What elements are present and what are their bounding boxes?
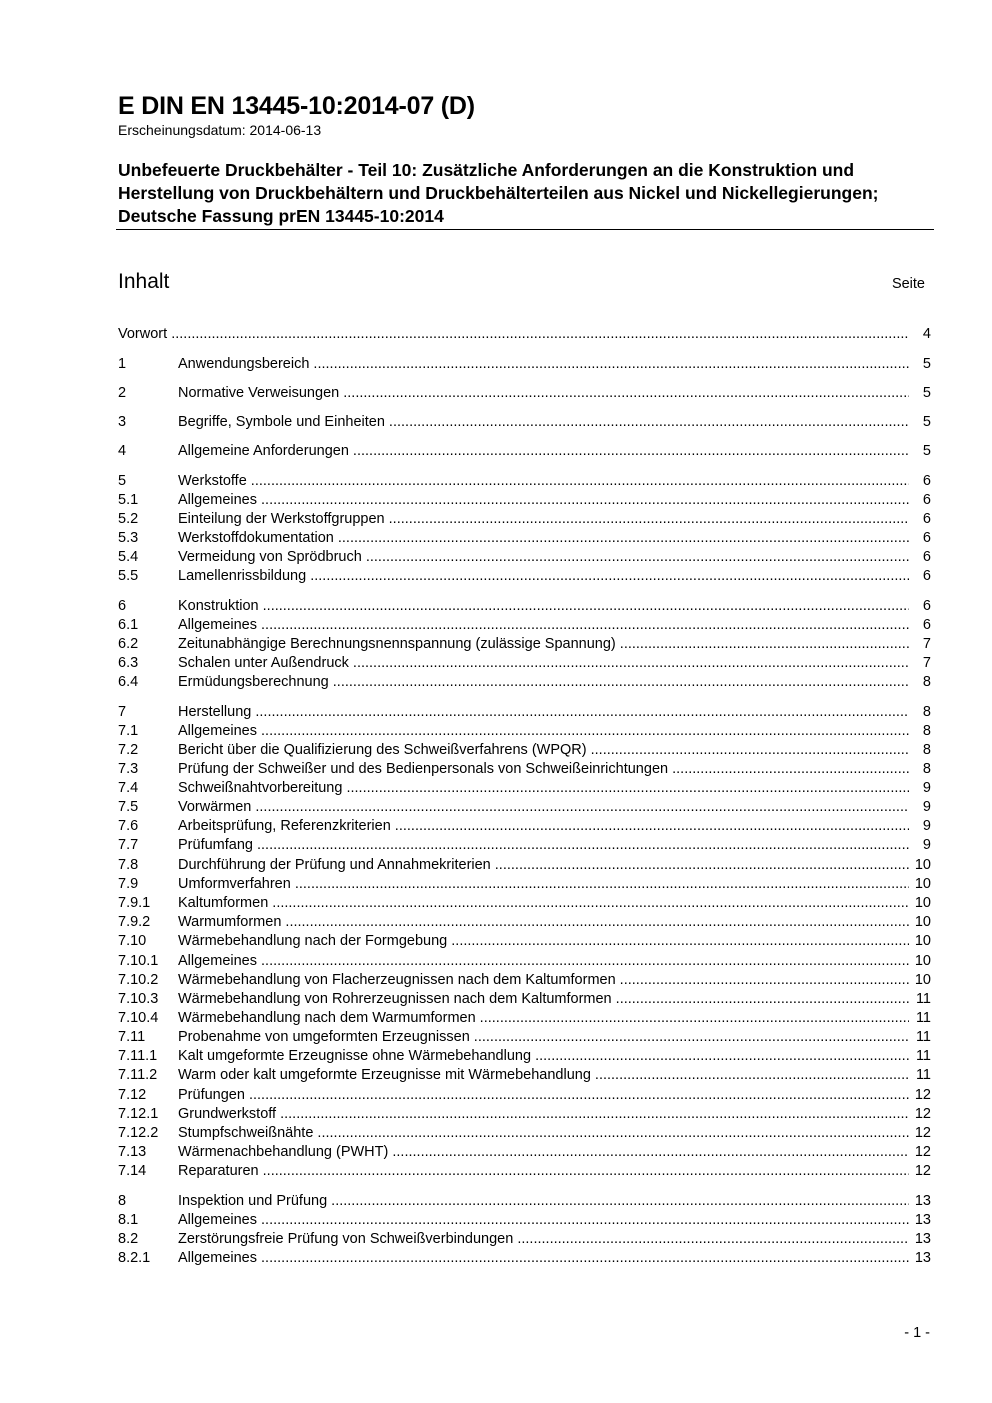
toc-entry-number: 7.12: [118, 1087, 147, 1103]
toc-entry-title: Umformverfahren .....: [178, 876, 909, 892]
toc-entry-page: 8: [911, 741, 931, 760]
toc-entry[interactable]: [118, 1211, 931, 1230]
toc-entry-page: 6: [911, 529, 931, 548]
document-id: E DIN EN 13445-10:2014-07 (D): [118, 92, 475, 120]
toc-entry[interactable]: [118, 990, 931, 1009]
toc-entry-number: 7.13: [118, 1144, 147, 1160]
toc-entry[interactable]: [118, 913, 931, 932]
toc-entry-number: 4: [118, 443, 127, 459]
toc-entry[interactable]: [118, 616, 931, 635]
toc-entry-number: 6.1: [118, 617, 139, 633]
toc-entry-page: 11: [911, 1066, 931, 1085]
toc-entry-number: 7.3: [118, 761, 139, 777]
toc-entry-page: 5: [911, 355, 931, 374]
toc-entry-number: 7.9.2: [118, 914, 151, 930]
toc-entry-number: 7.10.1: [118, 953, 159, 969]
toc-entry[interactable]: [118, 1124, 931, 1143]
toc-entry-title: Allgemeine Anforderungen .....: [178, 443, 909, 459]
toc-entry-page: 6: [911, 472, 931, 491]
toc-entry-page: 6: [911, 597, 931, 616]
toc-entry-title: Konstruktion .....: [178, 598, 909, 614]
toc-entry-title: Warmumformen .....: [178, 914, 909, 930]
toc-entry-title: Schweißnahtvorbereitung .....: [178, 780, 909, 796]
toc-entry-page: 7: [911, 654, 931, 673]
toc-entry-title: Wärmebehandlung nach dem Warmumformen .....: [178, 1010, 909, 1026]
toc-entry[interactable]: [118, 567, 931, 586]
toc-entry[interactable]: [118, 673, 931, 692]
toc-entry-number: 7.12.1: [118, 1106, 159, 1122]
toc-entry-number: 7.10.4: [118, 1010, 159, 1026]
toc-entry-number: 7.9: [118, 876, 139, 892]
toc-entry-number: 7.8: [118, 857, 139, 873]
toc-entry-page: 10: [911, 856, 931, 875]
page-number: - 1 -: [904, 1325, 930, 1341]
toc-entry-title: Arbeitsprüfung, Referenzkriterien .....: [178, 818, 909, 834]
toc-entry-page: 8: [911, 760, 931, 779]
toc-entry-number: 5.4: [118, 549, 139, 565]
toc-entry[interactable]: [118, 741, 931, 760]
toc-entry[interactable]: [118, 779, 931, 798]
toc-entry[interactable]: [118, 472, 931, 491]
toc-entry-number: 5.1: [118, 492, 139, 508]
toc-entry-number: 5: [118, 473, 127, 489]
toc-entry-page: 6: [911, 567, 931, 586]
toc-entry-number: 7.6: [118, 818, 139, 834]
toc-entry-title: Wärmebehandlung nach der Formgebung .....: [178, 933, 909, 949]
toc-heading: Inhalt: [118, 270, 170, 293]
toc-entry-number: 8.1: [118, 1212, 139, 1228]
toc-entry-title: Herstellung .....: [178, 704, 909, 720]
toc-entry[interactable]: [118, 529, 931, 548]
toc-entry[interactable]: [118, 1028, 931, 1047]
toc-entry[interactable]: [118, 1230, 931, 1249]
toc-entry-title: Allgemeines .....: [178, 723, 909, 739]
toc-entry[interactable]: [118, 760, 931, 779]
toc-entry-title: Prüfungen .....: [178, 1087, 909, 1103]
toc-entry[interactable]: [118, 1009, 931, 1028]
toc-entry[interactable]: [118, 1086, 931, 1105]
toc-entry[interactable]: [118, 722, 931, 741]
toc-entry[interactable]: [118, 703, 931, 722]
toc-entry[interactable]: [118, 856, 931, 875]
toc-entry-title: Zeitunabhängige Berechnungsnennspannung (zulässige Spannung) .....: [178, 636, 909, 652]
toc-entry-number: 7.10.3: [118, 991, 159, 1007]
toc-entry-title: Allgemeines .....: [178, 492, 909, 508]
toc-entry-page: 10: [911, 971, 931, 990]
toc-entry-page: 10: [911, 875, 931, 894]
toc-entry-number: 7: [118, 704, 127, 720]
toc-entry[interactable]: [118, 932, 931, 951]
toc-entry-number: 8.2: [118, 1231, 139, 1247]
toc-entry[interactable]: [118, 952, 931, 971]
toc-entry-number: 1: [118, 356, 127, 372]
toc-entry[interactable]: [118, 1047, 931, 1066]
toc-entry-page: 8: [911, 722, 931, 741]
toc-entry-number: 7.7: [118, 837, 139, 853]
toc-entry-page: 12: [911, 1162, 931, 1181]
toc-entry-page: 6: [911, 548, 931, 567]
toc-entry-title: Schalen unter Außendruck .....: [178, 655, 909, 671]
toc-entry-number: 7.12.2: [118, 1125, 159, 1141]
toc-entry-page: 9: [911, 817, 931, 836]
toc-entry-page: 11: [911, 1028, 931, 1047]
toc-entry-number: 2: [118, 385, 127, 401]
toc-entry[interactable]: [118, 971, 931, 990]
toc-entry[interactable]: [118, 1143, 931, 1162]
document-title: Unbefeuerte Druckbehälter - Teil 10: Zusätzliche Anforderungen an die Konstruktion und Herstellung von Druckbehältern und Druckbehälterteilen aus Nickel und Nickellegierungen; Deutsche Fassung prEN 13445-10:2014: [118, 160, 879, 226]
toc-entry[interactable]: [118, 798, 931, 817]
toc-entry-title: Vorwärmen .....: [178, 799, 909, 815]
toc-entry[interactable]: [118, 1066, 931, 1085]
toc-entry-page: 10: [911, 894, 931, 913]
toc-entry-page: 9: [911, 779, 931, 798]
toc-entry[interactable]: [118, 355, 931, 374]
toc-entry-number: 7.10.2: [118, 972, 159, 988]
toc-entry-title: Prüfung der Schweißer und des Bedienpersonals von Schweißeinrichtungen .....: [178, 761, 909, 777]
toc-entry[interactable]: [118, 384, 931, 403]
toc-entry-title: Bericht über die Qualifizierung des Schweißverfahrens (WPQR) .....: [178, 742, 909, 758]
publication-date: Erscheinungsdatum: 2014-06-13: [118, 122, 322, 138]
toc-entry-number: 7.5: [118, 799, 139, 815]
toc-entry-title: Wärmebehandlung von Rohrerzeugnissen nach dem Kaltumformen .....: [178, 991, 909, 1007]
toc-entry[interactable]: [118, 635, 931, 654]
toc-entry-page: 4: [911, 325, 931, 344]
toc-entry-title: Zerstörungsfreie Prüfung von Schweißverbindungen .....: [178, 1231, 909, 1247]
toc-entry-page: 11: [911, 990, 931, 1009]
toc-entry[interactable]: [118, 597, 931, 616]
toc-entry-title: Kalt umgeformte Erzeugnisse ohne Wärmebehandlung .....: [178, 1048, 909, 1064]
toc-entry-number: 7.2: [118, 742, 139, 758]
toc-entry-page: 10: [911, 913, 931, 932]
page-column-label: Seite: [891, 276, 925, 292]
toc-entry[interactable]: [118, 1249, 931, 1268]
toc-entry-title: Lamellenrissbildung .....: [178, 568, 909, 584]
toc-entry-page: 5: [911, 384, 931, 403]
toc-entry-title: Vermeidung von Sprödbruch .....: [178, 549, 909, 565]
toc-entry-title: Prüfumfang .....: [178, 837, 909, 853]
toc-entry[interactable]: [118, 1105, 931, 1124]
toc-entry[interactable]: [118, 325, 931, 344]
toc-entry-title: Wärmenachbehandlung (PWHT) .....: [178, 1144, 909, 1160]
toc-entry-title: Normative Verweisungen .....: [178, 385, 909, 401]
toc-entry[interactable]: [118, 817, 931, 836]
toc-entry-number: 7.11.1: [118, 1048, 158, 1064]
toc-entry-page: 13: [911, 1192, 931, 1211]
toc-entry-title: Allgemeines .....: [178, 1250, 909, 1266]
toc-entry[interactable]: [118, 875, 931, 894]
toc-entry-page: 7: [911, 635, 931, 654]
toc-entry-title: Wärmebehandlung von Flacherzeugnissen nach dem Kaltumformen .....: [178, 972, 909, 988]
toc-entry-title: Stumpfschweißnähte .....: [178, 1125, 909, 1141]
toc-entry-number: 7.11.2: [118, 1067, 158, 1083]
toc-entry-title: Grundwerkstoff .....: [178, 1106, 909, 1122]
toc-entry-page: 12: [911, 1124, 931, 1143]
toc-entry[interactable]: [118, 548, 931, 567]
toc-entry-page: 8: [911, 703, 931, 722]
toc-entry-page: 5: [911, 413, 931, 432]
toc-entry-title: Probenahme von umgeformten Erzeugnissen .....: [178, 1029, 909, 1045]
toc-entry-number: 6.4: [118, 674, 139, 690]
toc-entry[interactable]: [118, 413, 931, 432]
toc-entry-number: 7.14: [118, 1163, 147, 1179]
toc-entry[interactable]: [118, 1162, 931, 1181]
toc-entry-number: 8.2.1: [118, 1250, 151, 1266]
toc-entry-title: Durchführung der Prüfung und Annahmekriterien .....: [178, 857, 909, 873]
toc-entry-page: 11: [911, 1047, 931, 1066]
toc-entry-number: 7.1: [118, 723, 139, 739]
toc-entry-page: 8: [911, 673, 931, 692]
toc-entry-page: 6: [911, 491, 931, 510]
toc-entry-page: 13: [911, 1249, 931, 1268]
toc-entry[interactable]: [118, 894, 931, 913]
toc-entry-number: 7.11: [118, 1029, 146, 1045]
toc-entry-page: 6: [911, 510, 931, 529]
toc-entry-title: Inspektion und Prüfung .....: [178, 1193, 909, 1209]
toc-entry-number: 5.3: [118, 530, 139, 546]
toc-entry-page: 9: [911, 798, 931, 817]
toc-entry-title: Allgemeines .....: [178, 617, 909, 633]
toc-entry-number: 3: [118, 414, 127, 430]
toc-entry[interactable]: [118, 442, 931, 461]
toc-entry-title: Begriffe, Symbole und Einheiten .....: [178, 414, 909, 430]
toc-entry-title: Reparaturen .....: [178, 1163, 909, 1179]
toc-entry-number: 7.9.1: [118, 895, 151, 911]
toc-entry-title: Anwendungsbereich .....: [178, 356, 909, 372]
toc-entry-page: 13: [911, 1230, 931, 1249]
toc-entry-number: 8: [118, 1193, 127, 1209]
toc-entry-title: Werkstoffe .....: [178, 473, 909, 489]
toc-entry-title: Vorwort .....: [118, 326, 909, 342]
toc-entry-page: 6: [911, 616, 931, 635]
toc-entry-title: Warm oder kalt umgeformte Erzeugnisse mit Wärmebehandlung .....: [178, 1067, 909, 1083]
toc-entry-number: 7.4: [118, 780, 139, 796]
toc-entry[interactable]: [118, 491, 931, 510]
toc-entry-title: Werkstoffdokumentation .....: [178, 530, 909, 546]
toc-entry[interactable]: [118, 1192, 931, 1211]
toc-entry-page: 10: [911, 952, 931, 971]
toc-entry-page: 9: [911, 836, 931, 855]
toc-entry-page: 12: [911, 1105, 931, 1124]
toc-entry-title: Ermüdungsberechnung .....: [178, 674, 909, 690]
toc-entry-page: 5: [911, 442, 931, 461]
toc-entry-number: 5.5: [118, 568, 139, 584]
title-divider: [116, 229, 934, 230]
toc-entry-page: 12: [911, 1143, 931, 1162]
toc-entry-number: 7.10: [118, 933, 147, 949]
toc-entry-title: Einteilung der Werkstoffgruppen .....: [178, 511, 909, 527]
toc-entry-title: Allgemeines .....: [178, 953, 909, 969]
toc-entry-title: Kaltumformen .....: [178, 895, 909, 911]
toc-entry-number: 6: [118, 598, 127, 614]
toc-entry-page: 11: [911, 1009, 931, 1028]
toc-entry[interactable]: [118, 654, 931, 673]
toc-entry[interactable]: [118, 510, 931, 529]
toc-entry[interactable]: [118, 836, 931, 855]
toc-entry-number: 6.2: [118, 636, 139, 652]
toc-entry-page: 13: [911, 1211, 931, 1230]
toc-entry-number: 5.2: [118, 511, 139, 527]
toc-entry-page: 10: [911, 932, 931, 951]
toc-entry-title: Allgemeines .....: [178, 1212, 909, 1228]
toc-entry-page: 12: [911, 1086, 931, 1105]
toc-entry-number: 6.3: [118, 655, 139, 671]
